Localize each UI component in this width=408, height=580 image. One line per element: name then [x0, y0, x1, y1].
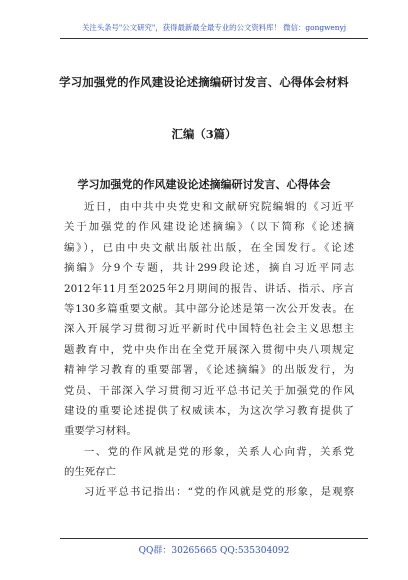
body-line: 精神学习教育的重要部署，《论述摘编》的出版发行，为	[64, 364, 354, 377]
footer-contact-note: QQ群：30265665 QQ:535304092	[138, 546, 290, 556]
body-text	[64, 197, 354, 503]
body-line: 深入开展学习贯彻习近平新时代中国特色社会主义思想主	[64, 323, 354, 336]
body-line: 党员、干部深入学习贯彻习近平总书记关于加强党的作风	[64, 384, 354, 397]
document-title: 学习加强党的作风建设论述摘编研讨发言、心得体会材料	[59, 75, 349, 89]
footer-divider	[60, 538, 368, 539]
body-line: 摘编》分9个专题，共计299段论述，摘自习近平同志	[64, 262, 354, 275]
document-subtitle: 汇编（3篇）	[171, 127, 237, 141]
body-line: 关于加强党的作风建设论述摘编》（以下简称《论述摘	[64, 221, 354, 234]
section-heading: 学习加强党的作风建设论述摘编研讨发言、心得体会	[77, 178, 331, 191]
body-line: 编》），已由中央文献出版社出版，在全国发行。《论述	[64, 241, 354, 254]
body-line: 重要学习材料。	[64, 425, 137, 438]
body-line: 近日，由中共中央党史和文献研究院编辑的《习近平	[84, 201, 354, 213]
body-line: 等130多篇重要文献。其中部分论述是第一次公开发表。在	[64, 302, 354, 315]
header-contact-note: 关注头条号"公文研究"，获得最新最全最专业的公文资料库！ 微信：gongwenyj	[81, 23, 347, 32]
body-line: 习近平总书记指出：“党的作风就是党的形象，是观察	[84, 486, 354, 499]
subheading-line: 一、党的作风就是党的形象，关系人心向背，关系党	[84, 445, 354, 458]
body-line: 题教育中，党中央作出在全党开展深入贯彻中央八项规定	[64, 343, 354, 356]
body-line: 2012年11月至2025年2月期间的报告、讲话、指示、序言	[64, 282, 354, 295]
subheading-line: 的生死存亡	[64, 466, 116, 479]
header-divider	[60, 38, 368, 39]
body-line: 建设的重要论述提供了权威读本，为这次学习教育提供了	[64, 404, 354, 417]
